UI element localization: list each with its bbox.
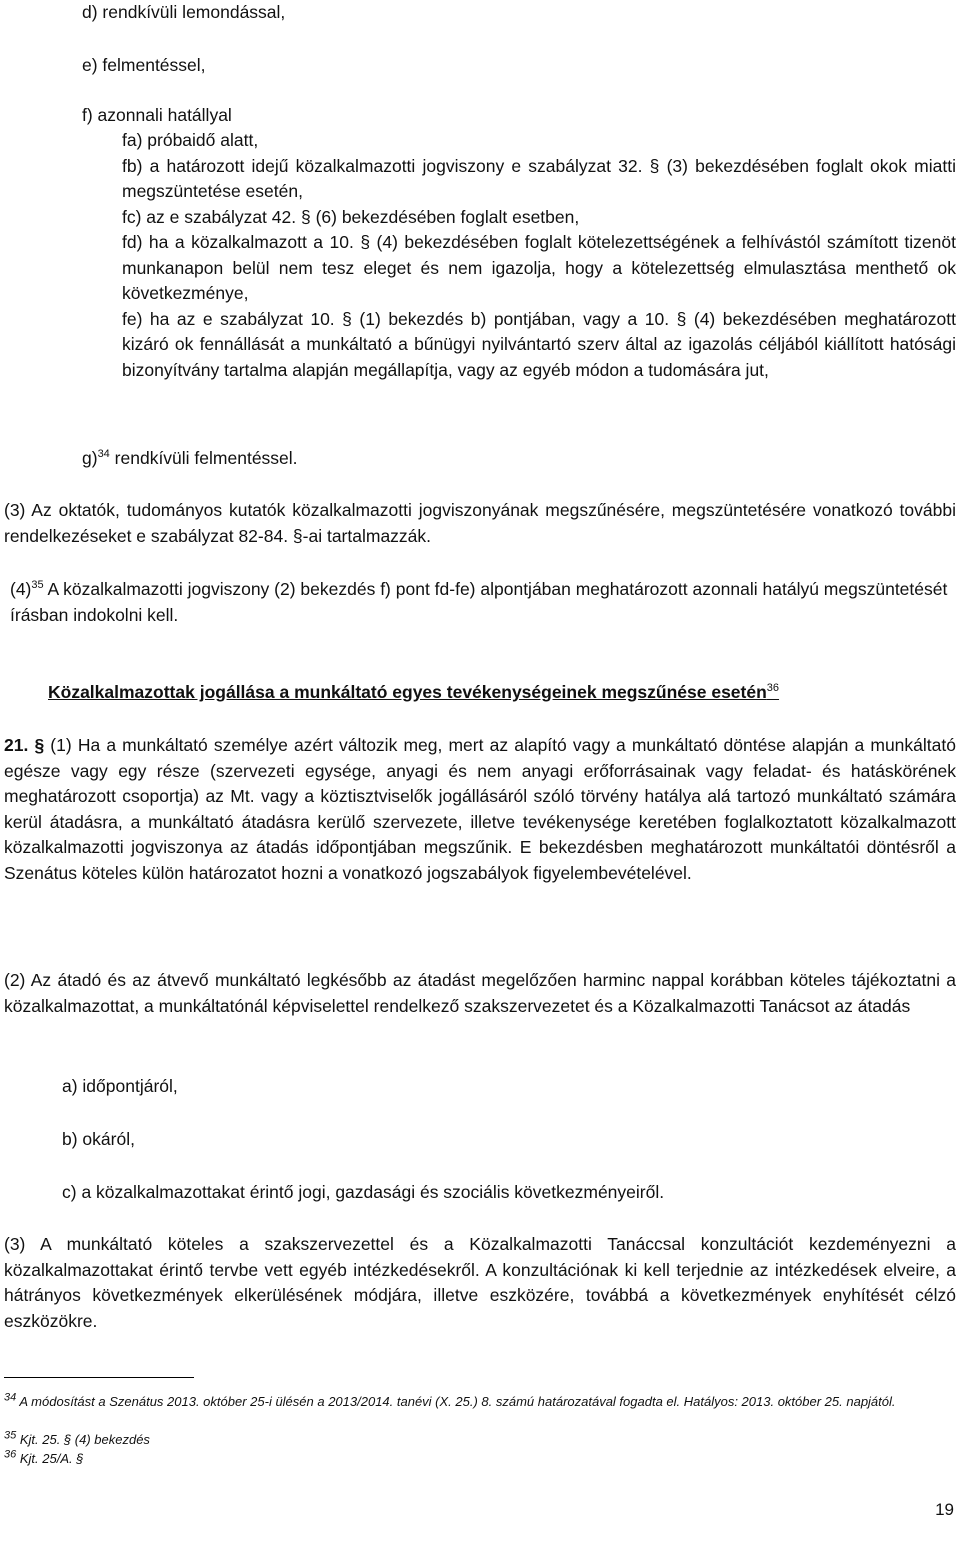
section-heading xyxy=(48,680,948,706)
list-item-b: b) okáról, xyxy=(62,1129,135,1149)
sublist-item-fb: fb) a határozott idejű közalkalmazotti jogviszony e szabályzat 32. § (3) bekezdésében foglalt okok miatti megszüntetése esetén, xyxy=(122,155,956,201)
footnote-34 xyxy=(4,1392,956,1411)
section-21-para-1 xyxy=(4,733,956,886)
footnote-36-text: Kjt. 25/A. § xyxy=(16,1451,84,1466)
list-item-f: f) azonnali hatállyal xyxy=(82,105,232,125)
sublist-item-fe: fe) ha az e szabályzat 10. § (1) bekezdés b) pontjában, vagy a 10. § (4) bekezdésében meghatározott kizáró ok fennállását a munkáltató a bűnügyi nyilvántartó szerv által az igazolás céljából kiállított hatósági bizonyítvány tartalma alapján megállapítja, vagy az egyéb módon a tudomására jut, xyxy=(122,308,956,380)
list-item-c: c) a közalkalmazottakat érintő jogi, gazdasági és szociális következményeiről. xyxy=(62,1182,665,1202)
footnote-35-number: 35 xyxy=(4,1429,17,1442)
sublist-item-fd: fd) ha a közalkalmazott a 10. § (4) bekezdésében foglalt kötelezettségének a felhívástól számított tizenöt munkanapon belül nem tesz eleget és nem igazolja, hogy a kötelezettség elmulasztása menthető ok következménye, xyxy=(122,232,956,303)
sublist-item-fc: fc) az e szabályzat 42. § (6) bekezdésében foglalt esetben, xyxy=(122,206,580,227)
sublist-item-fa: fa) próbaidő alatt, xyxy=(122,130,259,150)
section-21-para-2: (2) Az átadó és az átvevő munkáltató legkésőbb az átadást megelőzően harminc nappal korábban köteles tájékoztatni a közalkalmazottat, a munkáltatónál képviselettel rendelkező szakszervezetet és a Közalkalmazotti Tanácsot az átadás xyxy=(4,970,956,1016)
list-item-d: d) rendkívüli lemondással, xyxy=(82,2,286,22)
footnote-35 xyxy=(4,1430,956,1449)
footnote-34-number: 34 xyxy=(4,1391,17,1404)
footnote-35-text: Kjt. 25. § (4) bekezdés xyxy=(16,1432,150,1447)
footnote-ref-36[interactable]: 36 xyxy=(766,682,780,695)
footnote-36 xyxy=(4,1449,956,1468)
list-item-a: a) időpontjáról, xyxy=(62,1076,178,1096)
page-number: 19 xyxy=(935,1500,954,1519)
sublist-f xyxy=(122,128,956,383)
footnote-34-text: A módosítást a Szenátus 2013. október 25-i ülésén a 2013/2014. tanévi (X. 25.) 8. számú határozatával fogadta el. Hatályos: 2013. október 25. napjától. xyxy=(16,1394,896,1409)
section-21-number: 21. § xyxy=(4,735,45,755)
section-heading-text: Közalkalmazottak jogállása a munkáltató egyes tevékenységeinek megszűnése esetén xyxy=(48,682,767,702)
footnote-ref-35[interactable]: 35 xyxy=(31,579,44,592)
footnote-36-number: 36 xyxy=(4,1448,17,1461)
paragraph-4-text: A közalkalmazotti jogviszony (2) bekezdés f) pont fd-fe) alpontjában meghatározott azonnali hatályú megszüntetését írásban indokolni kell. xyxy=(10,579,948,625)
paragraph-4 xyxy=(10,577,956,628)
section-21-para-1-text: (1) Ha a munkáltató személye azért változik meg, mert az alapító vagy a munkáltató döntése alapján a munkáltató egésze vagy egy része (szervezeti egysége, anyagi és nem anyagi erőforrásainak vagy feladat- és hatáskörének meghatározott csoportja) az Mt. vagy a köztisztviselők jogállásáról szóló törvény hatálya alá tartozó munkáltató számára kerül átadásra, a munkáltató átadásra kerülő szervezete, illetve tevékenysége keretében foglalkoztatott közalkalmazott közalkalmazotti jogviszonya az átadás időpontjában megszűnik. E bekezdésben meghatározott munkáltatói döntésről a Szenátus köteles külön határozatot hozni a vonatkozó jogszabályok figyelembevételével. xyxy=(4,735,956,883)
list-item-g-text: rendkívüli felmentéssel. xyxy=(109,448,298,468)
paragraph-3: (3) Az oktatók, tudományos kutatók közalkalmazotti jogviszonyának megszűnésére, megszüntetésére vonatkozó további rendelkezéseket e szabályzat 82-84. §-ai tartalmazzák. xyxy=(4,500,956,546)
section-21-para-3: (3) A munkáltató köteles a szakszervezettel és a Közalkalmazotti Tanáccsal konzultációt kezdeményezni a közalkalmazottakat érintő tervbe vett egyéb intézkedésekről. A konzultációnak ki kell terjednie az intézkedések elveire, a hátrányos következmények elkerülésének módjára, illetve eszközére, továbbá a következmények enyhítését célzó eszközökre. xyxy=(4,1234,956,1331)
footnote-ref-34[interactable]: 34 xyxy=(97,448,110,461)
footnote-divider xyxy=(4,1377,194,1378)
paragraph-4-prefix: (4) xyxy=(10,579,32,599)
list-item-e: e) felmentéssel, xyxy=(82,55,206,75)
list-item-g xyxy=(82,446,956,472)
list-item-g-prefix: g) xyxy=(82,448,98,468)
